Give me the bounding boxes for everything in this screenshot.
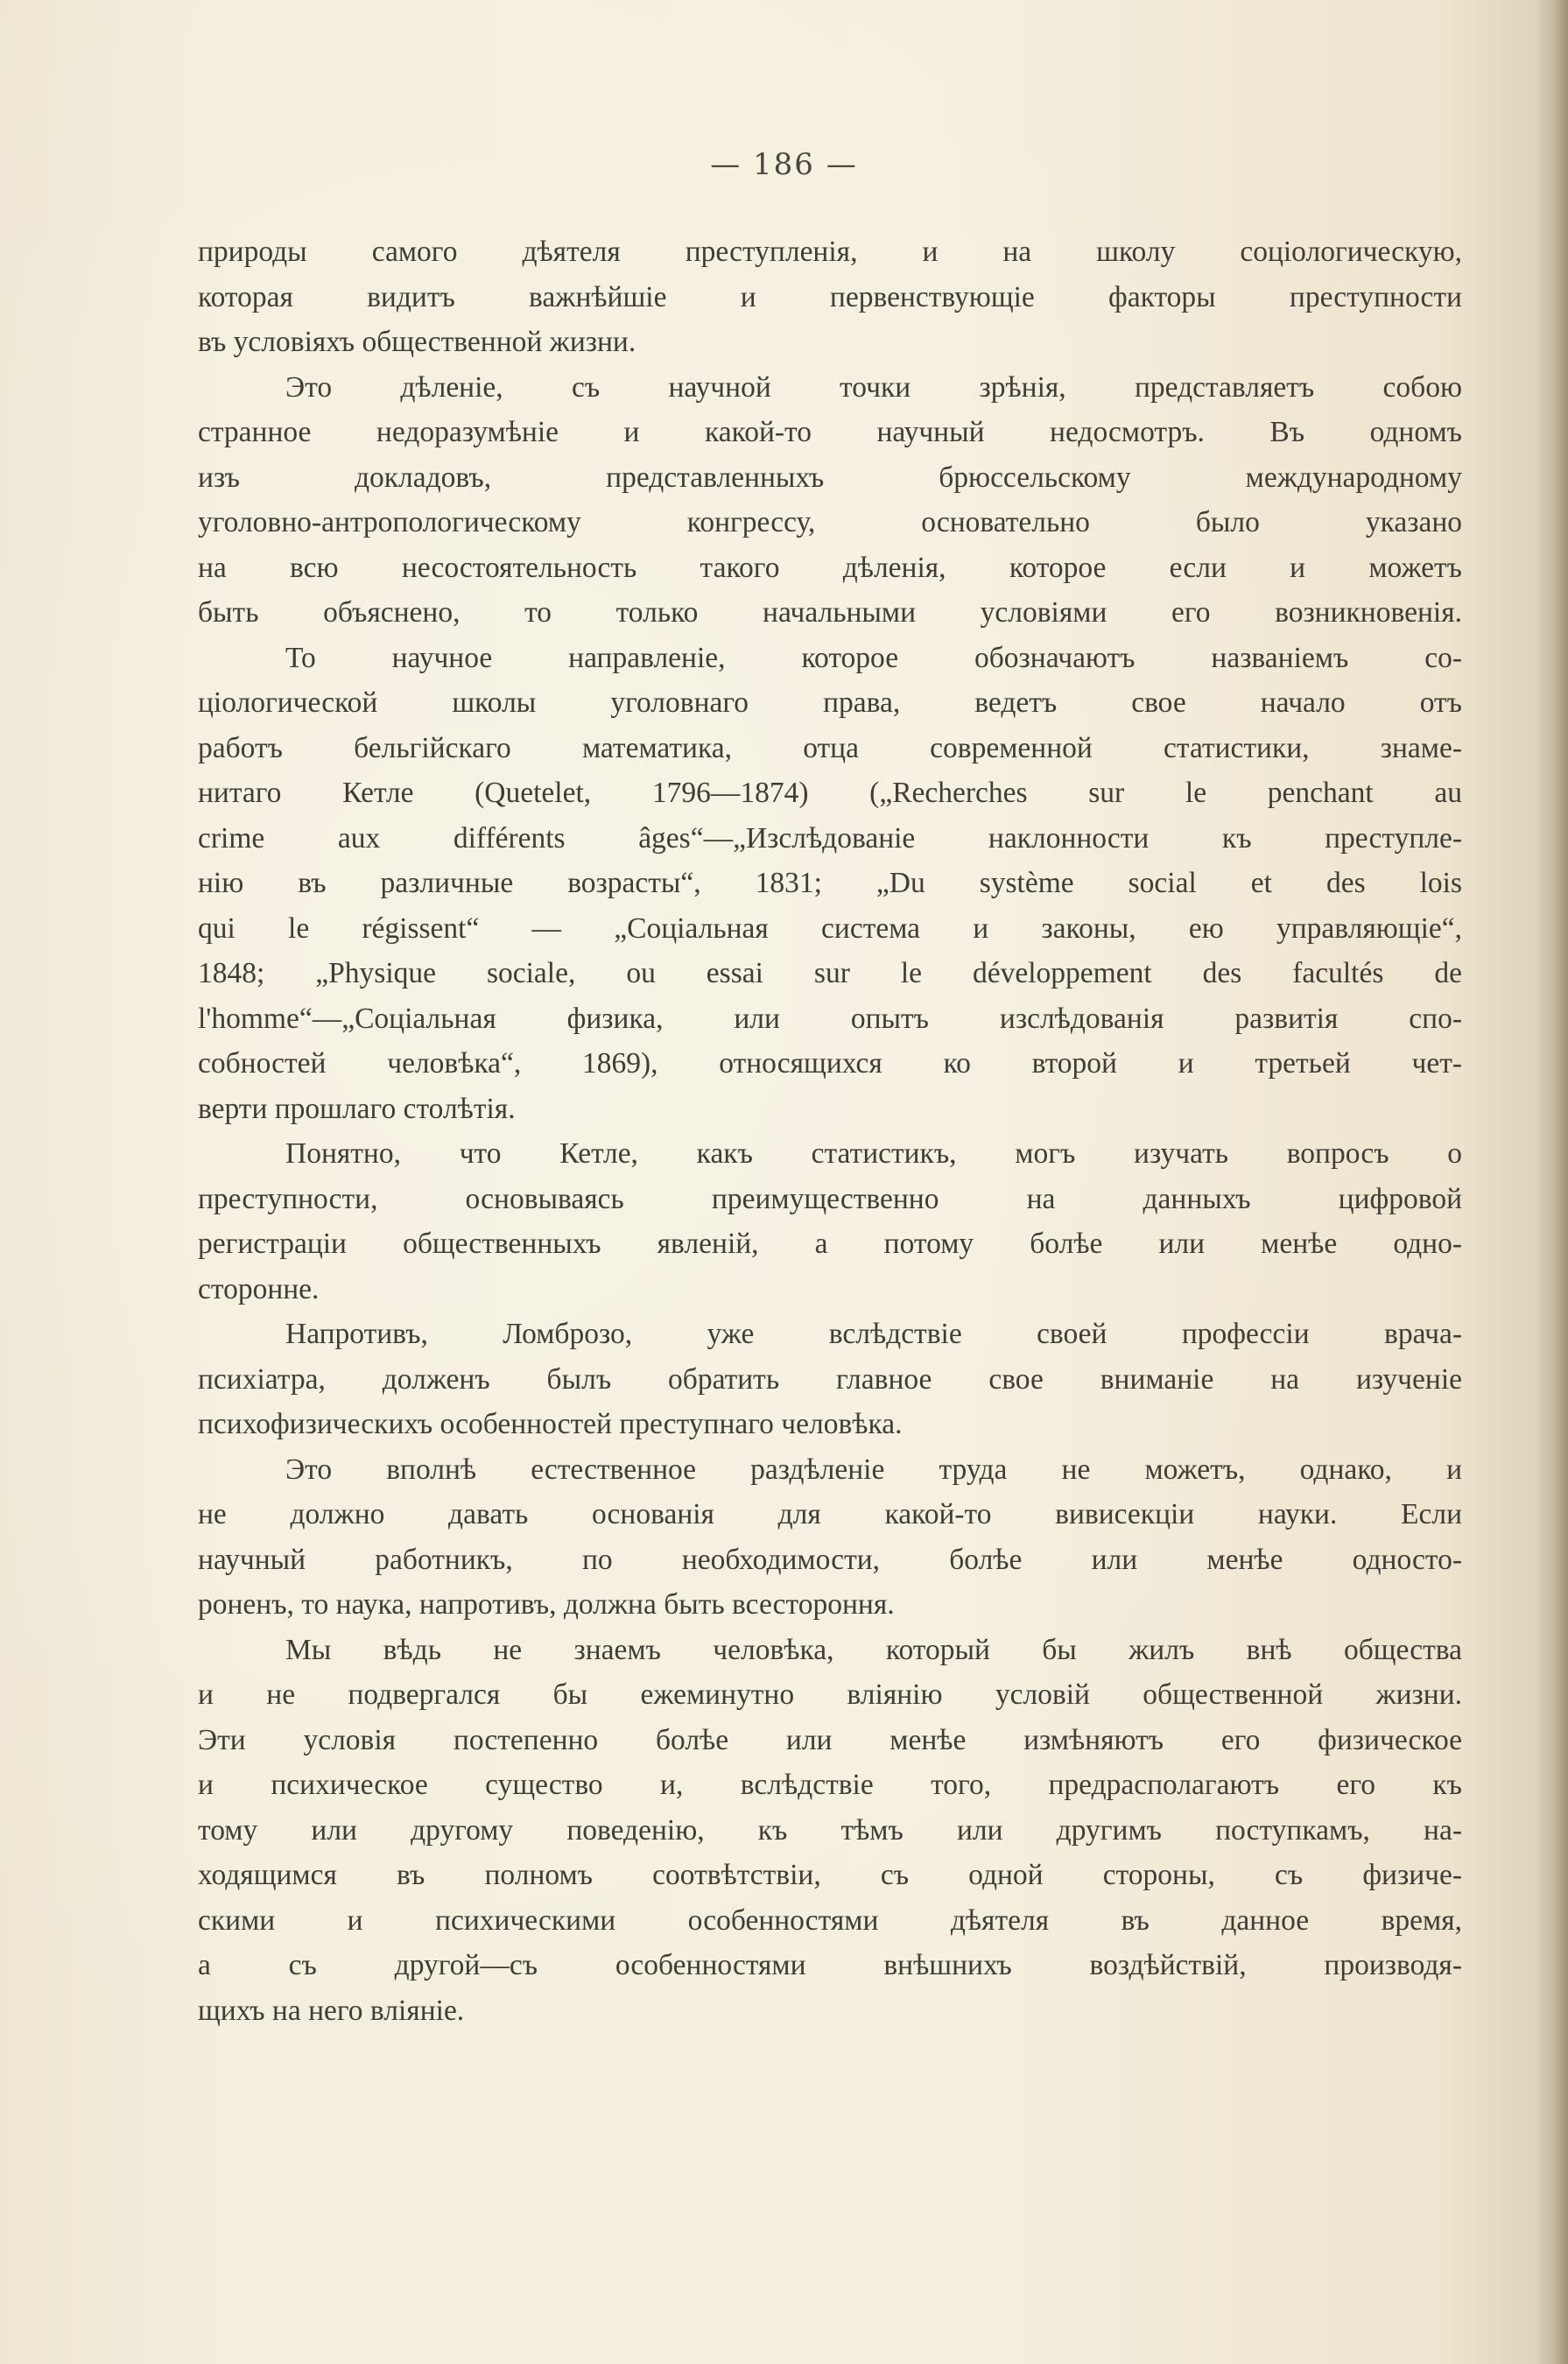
body-text	[198, 229, 1462, 2033]
text-line: психофизическихъ особенностей преступнаго человѣка.	[198, 1408, 903, 1440]
text-line: сторонне.	[198, 1272, 320, 1305]
text-line: нію въ различные возрасты“, 1831; „Du système social et des lois	[198, 867, 1462, 899]
text-line: ціологической школы уголовнаго права, ведетъ свое начало отъ	[198, 686, 1462, 719]
paragraph	[198, 229, 1462, 365]
text-line: и психическое существо и, вслѣдствіе того, предрасполагаютъ его къ	[198, 1769, 1462, 1801]
text-line: Эти условія постепенно болѣе или менѣе измѣняютъ его физическое	[198, 1723, 1462, 1756]
text-line: преступности, основываясь преимущественно на данныхъ цифровой	[198, 1182, 1462, 1215]
text-line: Это вполнѣ естественное раздѣленіе труда не можетъ, однако, и	[285, 1453, 1462, 1486]
text-line: странное недоразумѣніе и какой-то научный недосмотръ. Въ одномъ	[198, 416, 1462, 448]
text-line: тому или другому поведенію, къ тѣмъ или другимъ поступкамъ, на-	[198, 1813, 1462, 1847]
text-line: Это дѣленіе, съ научной точки зрѣнія, представляетъ собою	[285, 370, 1462, 404]
text-line: щихъ на него вліяніе.	[198, 1994, 465, 2027]
text-line: crime aux différents âges“—„Изслѣдованіе наклонности къ преступле-	[198, 821, 1462, 855]
text-line: уголовно-антропологическому конгрессу, основательно было указано	[198, 506, 1462, 538]
text-line: роненъ, то наука, напротивъ, должна быть всестороння.	[198, 1588, 895, 1621]
paragraph	[198, 1447, 1462, 1628]
text-line: скими и психическими особенностями дѣятеля въ данное время,	[198, 1903, 1462, 1937]
paragraph	[198, 1312, 1462, 1447]
page-edge-shadow	[1535, 0, 1568, 2364]
text-line: на всю несостоятельность такого дѣленія, которое если и можетъ	[198, 551, 1462, 584]
page-number: — 186 —	[710, 147, 858, 182]
text-line: изъ докладовъ, представленныхъ брюссельскому международному	[198, 461, 1462, 494]
text-line: То научное направленіе, которое обозначаютъ названіемъ со-	[285, 641, 1462, 674]
paragraph	[198, 1131, 1462, 1312]
text-line: l'homme“—„Соціальная физика, или опытъ изслѣдованія развитія спо-	[198, 1002, 1462, 1035]
text-line: регистраціи общественныхъ явленій, а потому болѣе или менѣе одно-	[198, 1228, 1462, 1260]
text-line: 1848; „Physique sociale, ou essai sur le développement des facultés de	[198, 957, 1462, 989]
text-line: Напротивъ, Ломброзо, уже вслѣдствіе своей профессіи врача-	[285, 1318, 1462, 1350]
text-line: Понятно, что Кетле, какъ статистикъ, могъ изучать вопросъ о	[285, 1137, 1462, 1170]
text-line: не должно давать основанія для какой-то вивисекціи науки. Если	[198, 1498, 1462, 1530]
text-line: которая видитъ важнѣйшіе и первенствующіе факторы преступности	[198, 280, 1462, 313]
text-line: работъ бельгійскаго математика, отца современной статистики, знаме-	[198, 731, 1462, 764]
text-line: въ условіяхъ общественной жизни.	[198, 326, 636, 358]
text-line: верти прошлаго столѣтія.	[198, 1092, 516, 1125]
paragraph	[198, 365, 1462, 636]
text-line: а съ другой—съ особенностями внѣшнихъ воздѣйствій, производя-	[198, 1949, 1462, 1981]
text-line: qui le régissent“ — „Соціальная система и законы, ею управляющіе“,	[198, 911, 1462, 945]
text-line: природы самого дѣятеля преступленія, и на школу соціологическую,	[198, 236, 1462, 268]
text-line: ходящимся въ полномъ соотвѣтствіи, съ одной стороны, съ физиче-	[198, 1859, 1462, 1891]
text-line: и не подвергался бы ежеминутно вліянію условій общественной жизни.	[198, 1678, 1462, 1711]
text-line: нитаго Кетле (Quetelet, 1796—1874) („Recherches sur le penchant au	[198, 777, 1462, 809]
text-line: психіатра, долженъ былъ обратить главное свое вниманіе на изученіе	[198, 1362, 1462, 1396]
text-line: научный работникъ, по необходимости, болѣе или менѣе односто-	[198, 1543, 1462, 1576]
paragraph	[198, 636, 1462, 1132]
text-line: Мы вѣдь не знаемъ человѣка, который бы жилъ внѣ общества	[285, 1633, 1462, 1666]
text-line: быть объяснено, то только начальными условіями его возникновенія.	[198, 596, 1462, 629]
text-line: собностей человѣка“, 1869), относящихся ко второй и третьей чет-	[198, 1047, 1462, 1080]
paragraph	[198, 1628, 1462, 2034]
